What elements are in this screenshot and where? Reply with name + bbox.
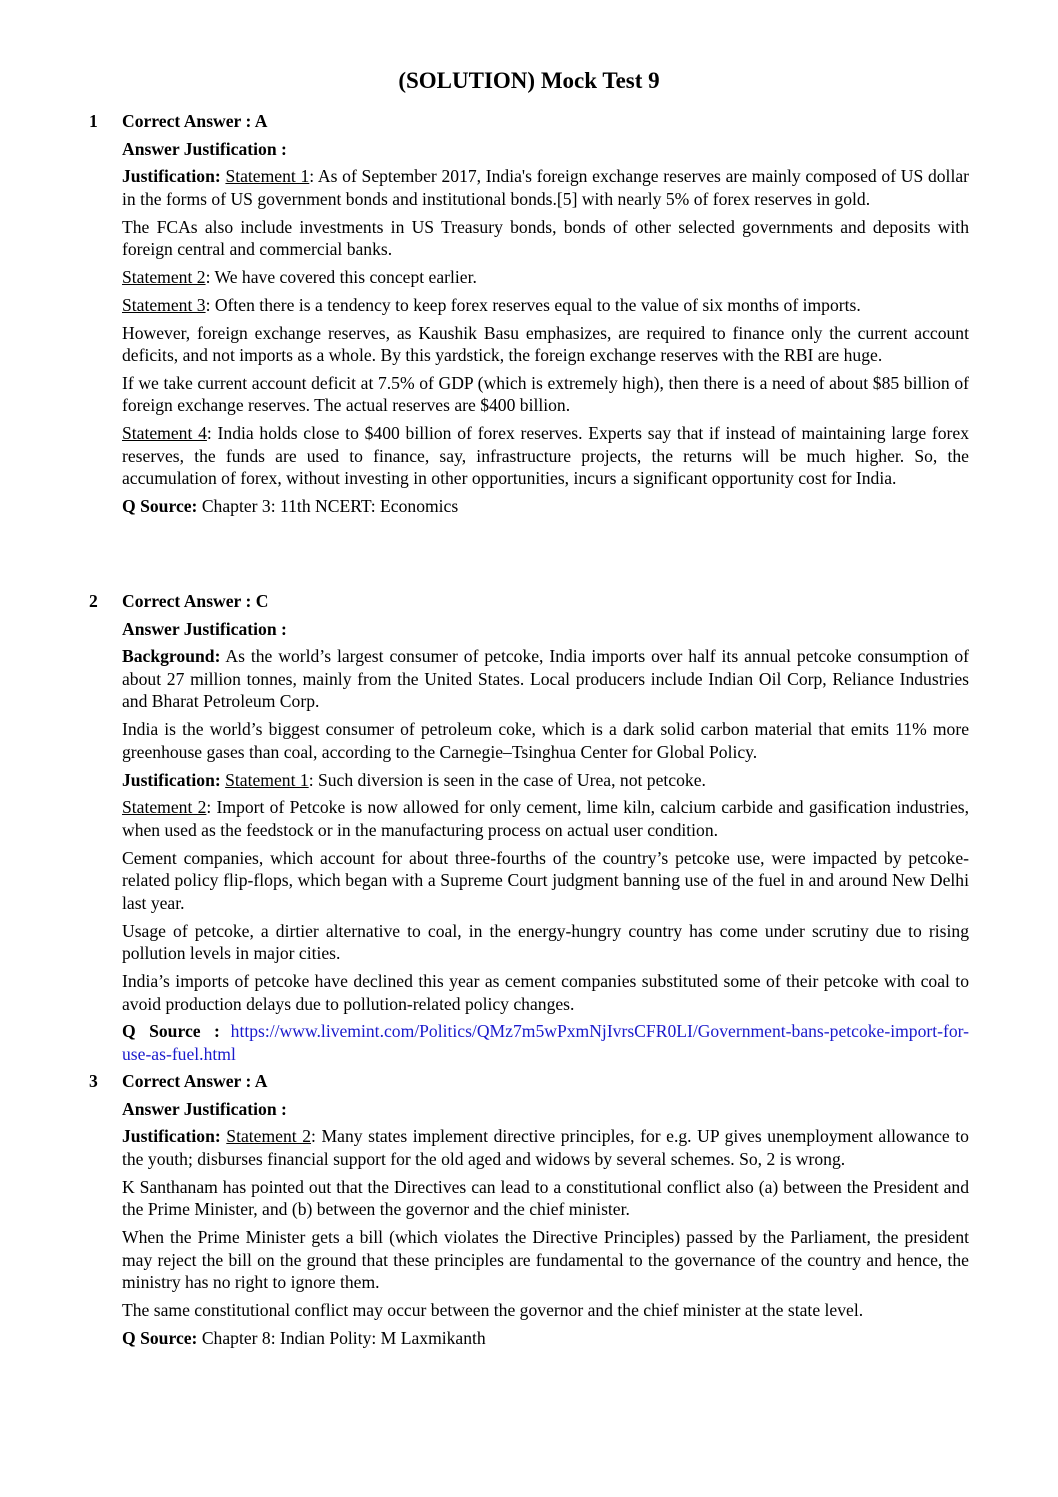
q-source-label: Q Source: bbox=[122, 1327, 198, 1348]
paragraph-text: : Often there is a tendency to keep forex reserves equal to the value of six months of imports. bbox=[205, 294, 861, 315]
statement-label: Statement 2 bbox=[226, 1126, 312, 1147]
question-number: 2 bbox=[89, 591, 98, 611]
paragraph-text: : Import of Petcoke is now allowed for only cement, lime kiln, calcium carbide and gasification industries, when used as the feedstock or in the manufacturing process on actual user condition. bbox=[122, 797, 969, 840]
background-label: Background: bbox=[122, 646, 221, 667]
statement-label: Statement 2 bbox=[122, 797, 207, 818]
paragraph-text: : India holds close to $400 billion of forex reserves. Experts say that if instead of maintaining large forex reserves, the funds are used to finance, say, infrastructure projects, the returns will be much higher. So, the accumulation of forex, without investing in other opportunities, incurs a significant opportunity cost for India. bbox=[122, 423, 969, 489]
paragraph-text: : Many states implement directive principles, for e.g. UP gives unemployment allowance to the youth; disburses financial support for the old aged and widows by several schemes. So, 2 is wrong. bbox=[122, 1126, 969, 1169]
question-number: 1 bbox=[89, 111, 98, 131]
question-body bbox=[122, 110, 969, 523]
question-source bbox=[122, 1020, 969, 1065]
answer-justification-heading: Answer Justification : bbox=[122, 1098, 287, 1119]
paragraph: Cement companies, which account for about three-fourths of the country’s petcoke use, were impacted by petcoke-related policy flip-flops, which began with a Supreme Court judgment banning use of the fuel in and around New Delhi last year. bbox=[122, 847, 969, 913]
justification-label: Justification: bbox=[122, 166, 221, 187]
paragraph bbox=[122, 796, 969, 841]
paragraph: If we take current account deficit at 7.5% of GDP (which is extremely high), then there is a need of about $85 billion of foreign exchange reserves. The actual reserves are $400 billion. bbox=[122, 372, 969, 416]
question-body bbox=[122, 590, 969, 1071]
question-number: 3 bbox=[89, 1071, 98, 1091]
paragraph bbox=[122, 769, 969, 792]
paragraph-text: : As of September 2017, India's foreign exchange reserves are mainly composed of US dollar in the forms of US government bonds and institutional bonds.[5] with nearly 5% of forex reserves in gold. bbox=[122, 166, 969, 209]
statement-label: Statement 1 bbox=[225, 166, 310, 187]
question-body bbox=[122, 1070, 969, 1354]
paragraph bbox=[122, 1125, 969, 1170]
paragraph bbox=[122, 266, 969, 289]
correct-answer: Correct Answer : C bbox=[122, 591, 269, 611]
answer-justification-heading: Answer Justification : bbox=[122, 618, 287, 639]
paragraph bbox=[122, 294, 969, 317]
paragraph: The FCAs also include investments in US Treasury bonds, bonds of other selected governments and deposits with foreign central and commercial banks. bbox=[122, 216, 969, 260]
page-title: (SOLUTION) Mock Test 9 bbox=[398, 68, 660, 93]
paragraph-text: : Such diversion is seen in the case of Urea, not petcoke. bbox=[308, 769, 706, 790]
paragraph: The same constitutional conflict may occur between the governor and the chief minister at the state level. bbox=[122, 1299, 864, 1320]
q-source-text: Chapter 8: Indian Polity: M Laxmikanth bbox=[197, 1327, 486, 1348]
paragraph bbox=[122, 422, 969, 490]
q-source-label: Q Source: bbox=[122, 496, 198, 517]
question-source bbox=[122, 1327, 969, 1350]
paragraph: However, foreign exchange reserves, as Kaushik Basu emphasizes, are required to finance only the current account deficits, and not imports as a whole. By this yardstick, the foreign exchange reserves with the RBI are huge. bbox=[122, 322, 969, 366]
question-source bbox=[122, 495, 969, 518]
correct-answer: Correct Answer : A bbox=[122, 1071, 268, 1091]
q-source-link[interactable]: https://www.livemint.com/Politics/QMz7m5wPxmNjIvrsCFR0LI/Government-bans-petcoke-import-for-use-as-fuel.html bbox=[122, 1021, 969, 1064]
justification-label: Justification: bbox=[122, 769, 221, 790]
paragraph bbox=[122, 645, 969, 713]
paragraph-text: : We have covered this concept earlier. bbox=[205, 266, 477, 287]
q-source-text: Chapter 3: 11th NCERT: Economics bbox=[197, 496, 459, 517]
statement-label: Statement 2 bbox=[122, 266, 206, 287]
paragraph: When the Prime Minister gets a bill (which violates the Directive Principles) passed by the Parliament, the president may reject the bill on the ground that these principles are fundamental to the governance of the country and hence, the ministry has no right to ignore them. bbox=[122, 1226, 969, 1293]
paragraph: K Santhanam has pointed out that the Directives can lead to a constitutional conflict also (a) between the President and the Prime Minister, and (b) between the governor and the chief minister. bbox=[122, 1176, 969, 1220]
statement-label: Statement 3 bbox=[122, 294, 206, 315]
statement-label: Statement 1 bbox=[225, 769, 309, 790]
paragraph: India is the world’s biggest consumer of petroleum coke, which is a dark solid carbon material that emits 11% more greenhouse gases than coal, according to the Carnegie–Tsinghua Center for Global Policy. bbox=[122, 719, 969, 762]
paragraph bbox=[122, 165, 969, 210]
statement-label: Statement 4 bbox=[122, 423, 207, 444]
paragraph-text: As the world’s largest consumer of petcoke, India imports over half its annual petcoke consumption of about 27 million tonnes, mainly from the United States. Local producers include Indian Oil Corp, Reliance Industries and Bharat Petroleum Corp. bbox=[122, 646, 969, 712]
answer-justification-heading: Answer Justification : bbox=[122, 138, 287, 159]
correct-answer: Correct Answer : A bbox=[122, 111, 268, 131]
q-source-label: Q Source : bbox=[122, 1021, 220, 1042]
justification-label: Justification: bbox=[122, 1126, 221, 1147]
paragraph: India’s imports of petcoke have declined this year as cement companies substituted some of their petcoke with coal to avoid production delays due to pollution-related policy changes. bbox=[122, 971, 969, 1014]
paragraph: Usage of petcoke, a dirtier alternative to coal, in the energy-hungry country has come under scrutiny due to rising pollution levels in major cities. bbox=[122, 920, 969, 964]
